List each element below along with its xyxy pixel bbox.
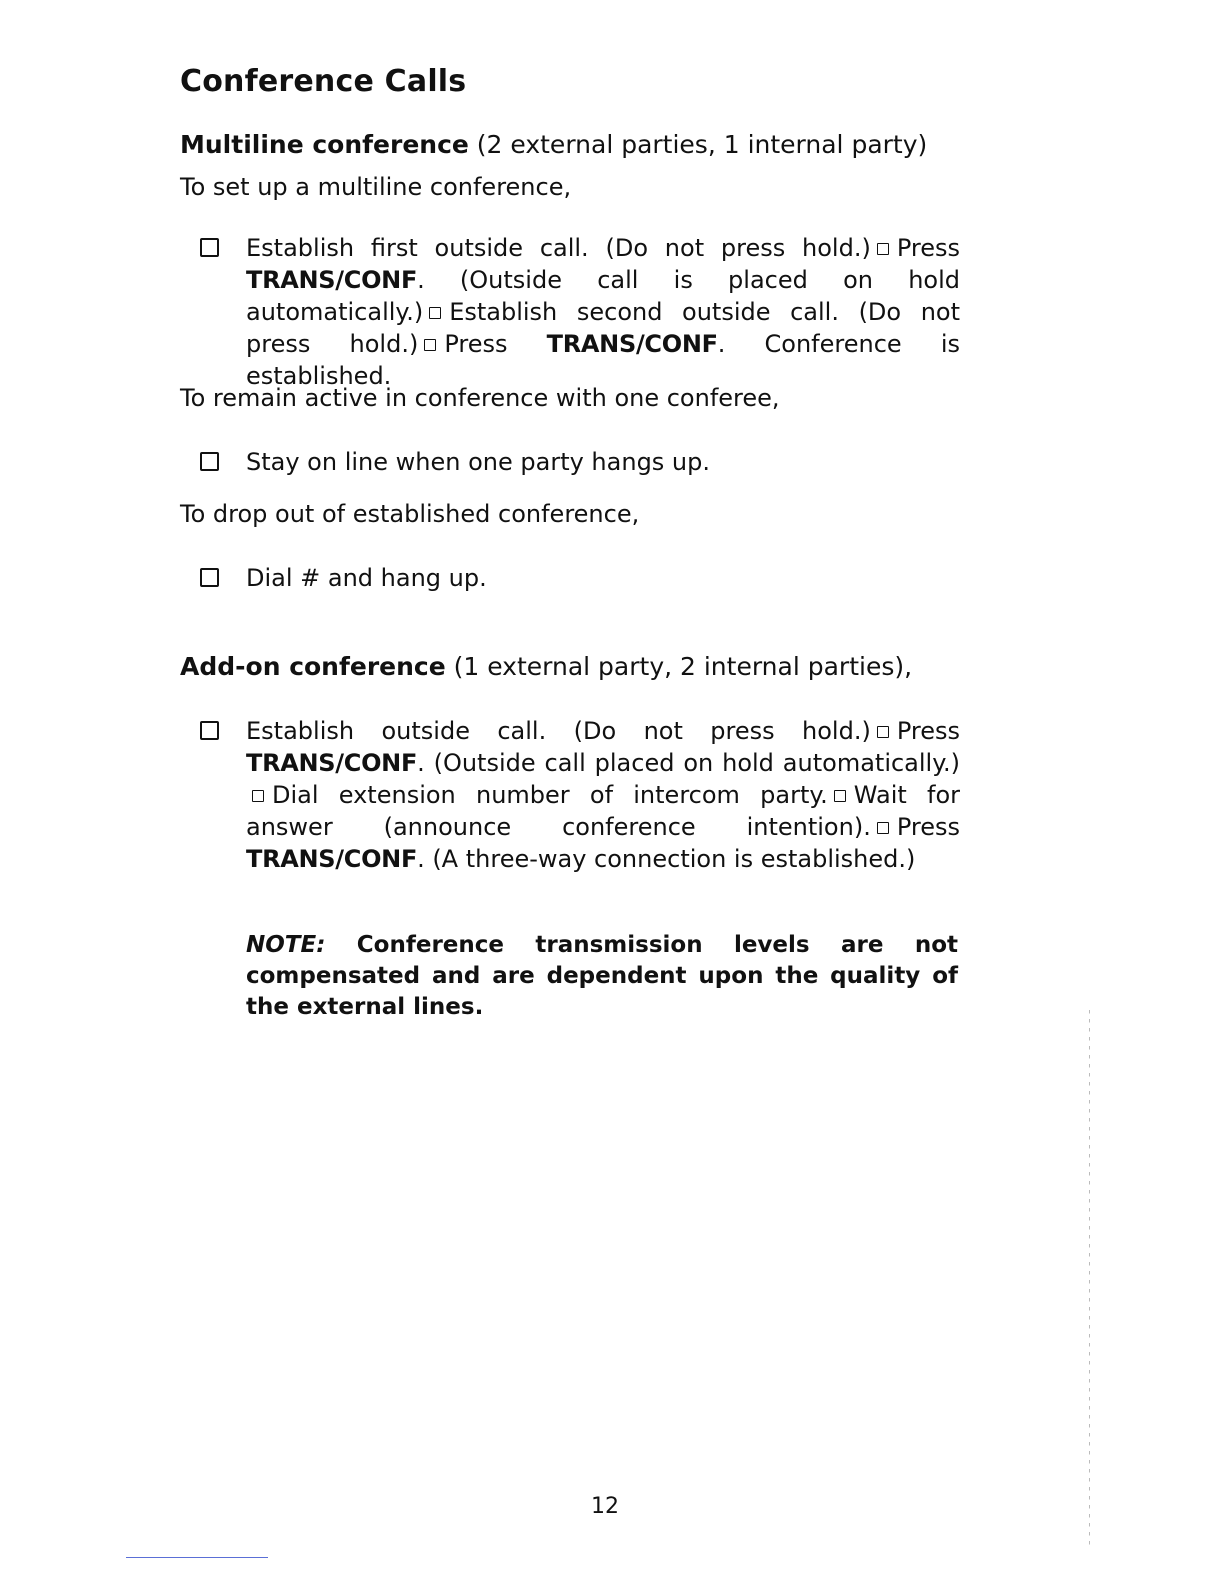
- multiline-heading: [180, 130, 927, 159]
- small-checkbox-icon: [877, 243, 889, 255]
- small-checkbox-icon: [252, 790, 264, 802]
- checkbox-icon: [200, 721, 219, 740]
- key-label: TRANS/CONF: [246, 845, 418, 873]
- page-title: Conference Calls: [180, 64, 467, 99]
- drop-step: [200, 562, 960, 594]
- step-text: Press: [444, 330, 547, 358]
- step-text: . Conference is established.: [246, 330, 961, 390]
- addon-heading-label: Add-on conference: [180, 652, 446, 681]
- multiline-intro: To set up a multiline conference,: [180, 173, 572, 201]
- small-checkbox-icon: [834, 790, 846, 802]
- key-label: TRANS/CONF: [546, 330, 718, 358]
- addon-steps: [200, 715, 960, 875]
- small-checkbox-icon: [429, 307, 441, 319]
- step-text: Press: [896, 717, 960, 745]
- step-text: Establish first outside call. (Do not press hold.): [246, 234, 871, 262]
- multiline-heading-label: Multiline conference: [180, 130, 469, 159]
- remain-step-text: Stay on line when one party hangs up.: [246, 448, 711, 476]
- remain-step: [200, 446, 960, 478]
- multiline-steps-text: [246, 232, 960, 392]
- key-label: TRANS/CONF: [246, 749, 418, 777]
- small-checkbox-icon: [424, 339, 436, 351]
- step-text: Press: [896, 234, 960, 262]
- step-text: Establish outside call. (Do not press hold.): [246, 717, 871, 745]
- multiline-heading-note: (2 external parties, 1 internal party): [468, 130, 928, 159]
- addon-heading: [180, 652, 912, 681]
- step-text: Wait for answer (announce conference intention).: [246, 781, 961, 841]
- small-checkbox-icon: [877, 726, 889, 738]
- step-text: . (A three-way connection is established.): [417, 845, 916, 873]
- step-text: Press: [896, 813, 960, 841]
- drop-step-text: Dial # and hang up.: [246, 564, 487, 592]
- page-number: 12: [591, 1494, 619, 1519]
- remain-intro: To remain active in conference with one conferee,: [180, 384, 780, 412]
- step-text: Establish second outside call. (Do not press hold.): [246, 298, 960, 358]
- bottom-rule: [126, 1557, 268, 1558]
- scan-edge-dots: [1089, 1010, 1090, 1550]
- step-text: . (Outside call is placed on hold automatically.): [246, 266, 960, 326]
- checkbox-icon: [200, 238, 219, 257]
- step-text: Dial extension number of intercom party.: [272, 781, 828, 809]
- note-block: [246, 930, 958, 1023]
- note-text: Conference transmission levels are not compensated and are dependent upon the quality of the external lines.: [246, 932, 958, 1020]
- multiline-steps: [200, 232, 960, 392]
- addon-heading-note: (1 external party, 2 internal parties),: [445, 652, 913, 681]
- step-text: . (Outside call placed on hold automatically.): [417, 749, 960, 777]
- small-checkbox-icon: [877, 822, 889, 834]
- drop-intro: To drop out of established conference,: [180, 500, 640, 528]
- checkbox-icon: [200, 452, 219, 471]
- addon-steps-text: [246, 715, 960, 875]
- key-label: TRANS/CONF: [246, 266, 418, 294]
- note-lead: NOTE:: [246, 932, 326, 958]
- checkbox-icon: [200, 568, 219, 587]
